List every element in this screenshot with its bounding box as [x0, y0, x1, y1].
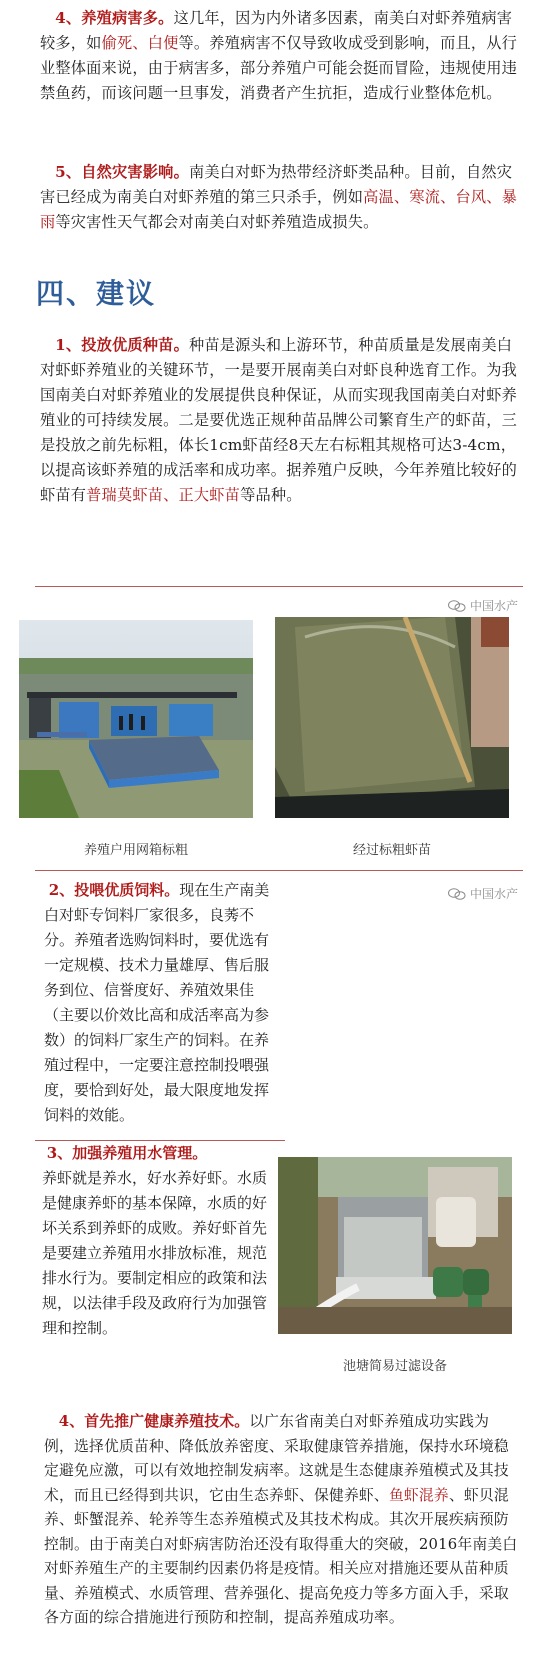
watermark-text: 中国水产 — [470, 887, 519, 901]
keyword-sep: 、 — [163, 486, 179, 504]
body-text: 养虾就是养水，好水养好虾。水质是健康养虾的基本保障，水质的好坏关系到养虾的成败。养好虾首先是要建立养殖用水排放标准，规范排水行为。要制定相应的政策和法规，以法律手段及政府行为加强管理和控制。 — [42, 1169, 268, 1337]
wechat-icon — [448, 888, 466, 900]
paragraph-seed — [40, 333, 518, 508]
item-heading: 加强养殖用水管理。 — [72, 1144, 208, 1162]
body-text: 这几年，因为内外诸多因素，南美白对虾养殖病害较多，如 — [40, 9, 513, 52]
item-heading: 养殖病害多。 — [81, 9, 174, 27]
body-text: 南美白对虾为热带经济虾类品种。目前，自然灾害已经成为南美白对虾养殖的第三只杀手，例如 — [40, 163, 513, 206]
body-text: 种苗是源头和上游环节，种苗质量是发展南美白对虾虾养殖业的关键环节，一是要开展南美白对虾良种选育工作。为我国南美白对虾养殖业的发展提供良种保证，从而实现我国南美白对虾养殖业的可持续发展。二是要优选正规种苗品牌公司繁育生产的虾苗，三是投放之前先标粗，体长1cm虾苗经8天左右标粗其规格可达3-4cm，以提高该虾养殖的成活率和成功率。据养殖户反映，今年养殖比较好的虾苗有 — [40, 336, 518, 504]
photo-filter-equipment — [278, 1157, 512, 1334]
paragraph-health — [44, 1410, 518, 1631]
body-text: 、虾贝混养、虾蟹混养、轮养等生态养殖模式及其技术构成。其次开展疾病预防控制。由于南美白对虾病害防治还没有取得重大的突破，2016年南美白对虾养殖生产的主要制约因素仍将是疫情。相关应对措施还要从苗种质量、养殖模式、水质管理、营养强化、提高免疫力等多方面入手，采取各方面的综合措施进行预防和控制，提高养殖成功率。 — [44, 1486, 518, 1626]
divider-rule — [35, 870, 523, 871]
watermark — [448, 597, 518, 614]
item-number: 3、 — [46, 1144, 73, 1162]
keyword: 鱼虾混养 — [388, 1486, 449, 1504]
keyword-sep: 、 — [486, 188, 502, 206]
keyword-sep: 、 — [132, 34, 148, 52]
item-number: 4、 — [55, 9, 82, 27]
body-text: 现在生产南美白对虾专饲料厂家很多，良莠不分。养殖者选购饲料时，要优选有一定规模、技术力量雄厚、售后服务到位、信誉度好、养殖效果佳（主要以价效比高和成活率高为参数）的饲料厂家生产的饲料。在养殖过程中，一定要注意控制投喂强度，要恰到好处，最大限度地发挥饲料的效能。 — [44, 881, 270, 1124]
item-heading: 自然灾害影响。 — [81, 163, 189, 181]
keyword: 正大虾苗 — [178, 486, 241, 504]
paragraph-disaster — [40, 160, 518, 235]
watermark-text: 中国水产 — [470, 599, 519, 613]
body-text: 等品种。 — [240, 486, 302, 504]
item-number: 5、 — [55, 163, 82, 181]
keyword: 暴雨 — [40, 188, 518, 231]
keyword: 普瑞莫虾苗 — [86, 486, 164, 504]
body-text: 等。养殖病害不仅导致收成受到影响，而且，从行业整体面来说，由于病害多，部分养殖户可能会挺而冒险，违规使用违禁鱼药，而该问题一旦事发，消费者产生抗拒，造成行业整体危机。 — [40, 34, 518, 102]
item-number: 4、 — [58, 1413, 85, 1430]
keyword: 偷死 — [101, 34, 133, 52]
keyword: 台风 — [455, 188, 487, 206]
section-title: 四、建议 — [36, 277, 157, 310]
item-heading: 投放优质种苗。 — [81, 336, 189, 354]
item-number: 1、 — [55, 336, 82, 354]
body-text: 等灾害性天气都会对南美白对虾养殖造成损失。 — [55, 213, 379, 231]
wechat-icon — [448, 600, 466, 612]
keyword-sep: 、 — [440, 188, 456, 206]
caption-filter-equipment: 池塘简易过滤设备 — [342, 1359, 447, 1374]
body-text: 以广东省南美白对虾养殖成功实践为例，选择优质苗种、降低放养密度、采取健康管养措施，保持水环境稳定避免应激，可以有效地控制发病率。这就是生态健康养殖模式及其技术，而且已经得到共识，它由生态养虾、保健养虾、 — [44, 1413, 509, 1504]
item-heading: 投喂优质饲料。 — [74, 881, 180, 899]
keyword-sep: 、 — [393, 188, 410, 206]
item-number: 2、 — [48, 881, 75, 899]
item-heading: 首先推广健康养殖技术。 — [84, 1413, 250, 1430]
paragraph-feed — [44, 878, 282, 1128]
keyword: 白便 — [147, 34, 179, 52]
caption-net-cage: 养殖户用网箱标粗 — [83, 843, 188, 858]
photo-net-cage — [19, 620, 253, 818]
keyword: 寒流 — [409, 188, 441, 206]
paragraph-water — [42, 1141, 270, 1341]
watermark — [448, 885, 518, 902]
photo-shrimp-fry — [275, 617, 509, 818]
divider-rule — [35, 586, 523, 587]
keyword: 高温 — [363, 188, 394, 206]
caption-shrimp-fry: 经过标粗虾苗 — [352, 843, 431, 858]
paragraph-disease — [40, 6, 518, 106]
